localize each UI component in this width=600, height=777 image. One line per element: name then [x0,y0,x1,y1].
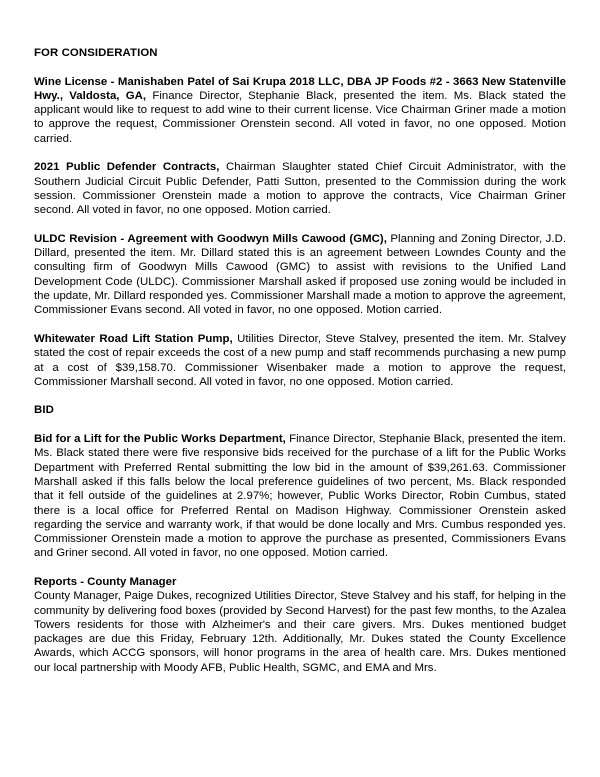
paragraph-text-uldc-revision: Planning and Zoning Director, J.D. Dillard, presented the item. Mr. Dillard stated this is an agreement between Lowndes County and the consulting firm of Goodwyn Mills Cawood (GMC) to assist with revisions to the Unified Land Development Code (ULDC). Commissioner Marshall asked if proposed use zoning would be included in the update, Mr. Dillard responded yes. Commissioner Marshall made a motion to approve the agreement, Commissioner Evans second. All voted in favor, no one opposed. Motion carried. [34,232,567,317]
paragraph-reports-county-manager: County Manager, Paige Dukes, recognized Utilities Director, Steve Stalvey and his staff, for helping in the community by delivering food boxes (provided by Second Harvest) for the past few months, to the Azalea Towers residents for those with Alzheimer's and their care givers. Mrs. Dukes mentioned budget packages are due this Friday, February 12th. Additionally, Mr. Dukes stated the County Excellence Awards, which ACCG sponsors, will honor programs in the area of health care. Mrs. Dukes mentioned our local partnership with Moody AFB, Public Health, SGMC, and EMA and Mrs. [34,590,566,674]
paragraph-bid-for-a-lift [34,432,566,561]
paragraph-text-whitewater-road-lift-station-pump: Utilities Director, Steve Stalvey, presented the item. Mr. Stalvey stated the cost of repair exceeds the cost of a new pump and staff recommends purchasing a new pump at a cost of $39,158.70. Commissioner Wisenbaker made a motion to approve the request, Commissioner Marshall second. All voted in favor, no one opposed. Motion carried. [34,332,567,388]
section-heading-for-consideration: FOR CONSIDERATION [34,47,158,59]
paragraph-lead-bid-for-a-lift: Bid for a Lift for the Public Works Department, [34,433,286,446]
paragraph-whitewater-road-lift-station-pump [34,332,566,389]
paragraph-text-wine-license: Finance Director, Stephanie Black, presented the item. Ms. Black stated the applicant would like to request to add wine to their current license. Vice Chairman Griner made a motion to approve the request, Commissioner Orenstein second. All voted in favor, no one opposed. Motion carried. [34,89,566,145]
paragraph-lead-wine-license: Wine License - Manishaben Patel of Sai Krupa 2018 LLC, DBA JP Foods #2 - 3663 New Statenville Hwy., Valdosta, GA, [34,75,566,102]
section-heading-bid: BID [34,404,54,417]
paragraph-uldc-revision [34,232,566,318]
spacer [34,146,566,160]
section-heading-reports-county-manager: Reports - County Manager [34,575,177,588]
paragraph-public-defender-contracts [34,160,566,217]
document-body [34,46,566,675]
spacer [34,318,566,332]
paragraph-wine-license [34,75,566,146]
spacer [34,561,566,575]
paragraph-lead-whitewater-road-lift-station-pump: Whitewater Road Lift Station Pump, [34,332,233,345]
paragraph-text-bid-for-a-lift: Finance Director, Stephanie Black, presented the item. Ms. Black stated there were five responsive bids received for the purchase of a lift for the Public Works Department with Preferred Rental submitting the low bid in the amount of $39,261.63. Commissioner Marshall asked if this falls below the local preference guidelines of two percent, Ms. Black responded that it fell outside of the guidelines at 2.97%; however, Public Works Director, Robin Cumbus, stated there is a local office for Preferred Rental on Madison Highway. Commissioner Orenstein asked regarding the service and warranty work, if that would be done locally and Mrs. Cumbus responded yes. Commissioner Orenstein made a motion to approve the purchase as presented, Commissioners Evans and Griner second. All voted in favor, no one opposed. Motion carried. [34,433,566,560]
spacer [34,60,566,74]
spacer [34,418,566,432]
spacer [34,389,566,403]
paragraph-lead-uldc-revision: ULDC Revision - Agreement with Goodwyn Mills Cawood (GMC), [34,232,387,245]
paragraph-lead-public-defender-contracts: 2021 Public Defender Contracts, [34,161,220,174]
paragraph-text-public-defender-contracts: Chairman Slaughter stated Chief Circuit Administrator, with the Southern Judicial Circuit Public Defender, Patti Sutton, presented to the Commission during the work session. Commissioner Orenstein made a motion to approve the contracts, Vice Chairman Griner second. All voted in favor, no one opposed. Motion carried. [34,161,566,217]
spacer [34,218,566,232]
